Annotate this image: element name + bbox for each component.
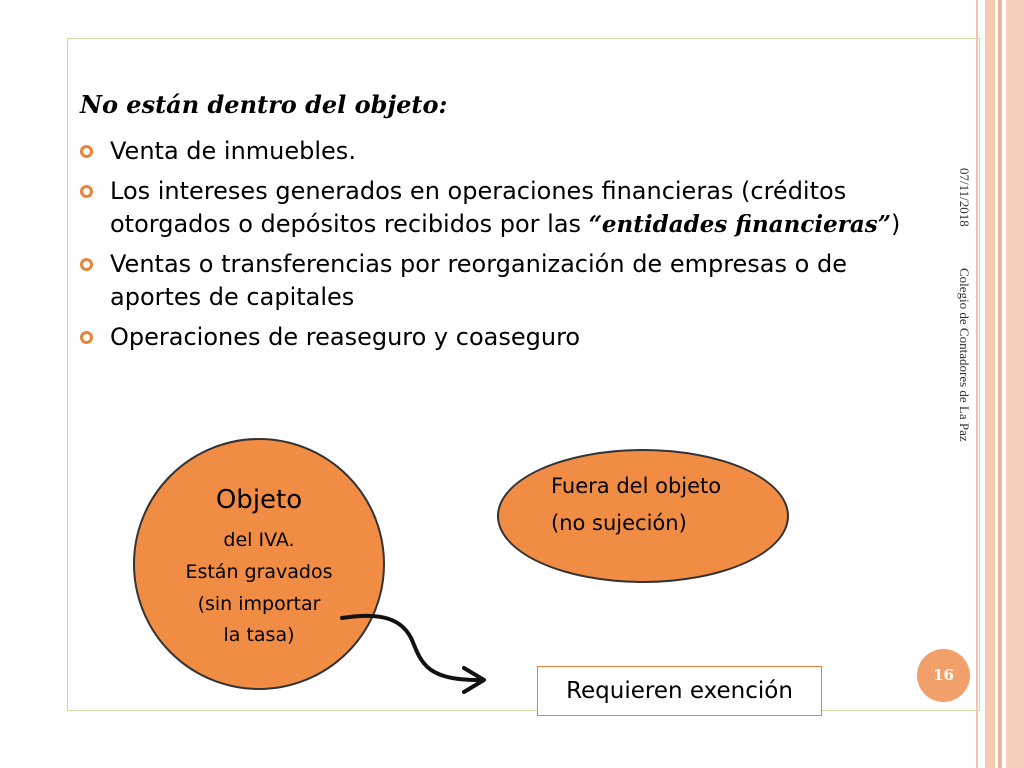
decor-stripe <box>998 0 1002 768</box>
decor-stripe <box>985 0 995 768</box>
circle-line: (sin importar <box>197 593 321 615</box>
bullet-text: Venta de inmuebles. <box>110 137 356 165</box>
ellipse-line: Fuera del objeto <box>551 474 722 498</box>
circle-line: la tasa) <box>223 624 295 646</box>
bullet-text: Los intereses generados en operaciones financieras (créditos otorgados o depósitos recibidos por las <box>110 177 847 238</box>
bullet-item <box>80 321 940 354</box>
fuera-objeto-ellipse <box>497 449 789 583</box>
slide-heading: No están dentro del objeto: <box>80 90 448 119</box>
bullet-icon <box>80 258 93 271</box>
requieren-exencion-box: Requieren exención <box>537 666 822 716</box>
ellipse-line: (no sujeción) <box>551 511 687 535</box>
bullet-text: Ventas o transferencias por reorganización de empresas o de aportes de capitales <box>110 250 847 311</box>
decor-stripe <box>1006 0 1024 768</box>
page-number-badge: 16 <box>917 649 970 702</box>
bullet-icon <box>80 331 93 344</box>
side-college-name: Colegio de Contadores de La Paz <box>957 268 972 442</box>
circle-title: Objeto <box>215 485 303 515</box>
bullet-icon <box>80 185 93 198</box>
bullet-item <box>80 135 940 168</box>
bullet-item <box>80 248 940 314</box>
circle-line: Están gravados <box>185 561 333 583</box>
bullet-text: Operaciones de reaseguro y coaseguro <box>110 323 581 351</box>
bullet-item <box>80 175 940 241</box>
bullet-icon <box>80 145 93 158</box>
bullet-text-end: ) <box>890 210 901 238</box>
bullet-emphasis: “entidades financieras” <box>588 211 891 238</box>
curved-arrow-icon <box>340 610 500 700</box>
bullet-list <box>80 135 940 361</box>
side-date: 07/11/2018 <box>957 168 972 227</box>
circle-line: del IVA. <box>223 529 295 551</box>
